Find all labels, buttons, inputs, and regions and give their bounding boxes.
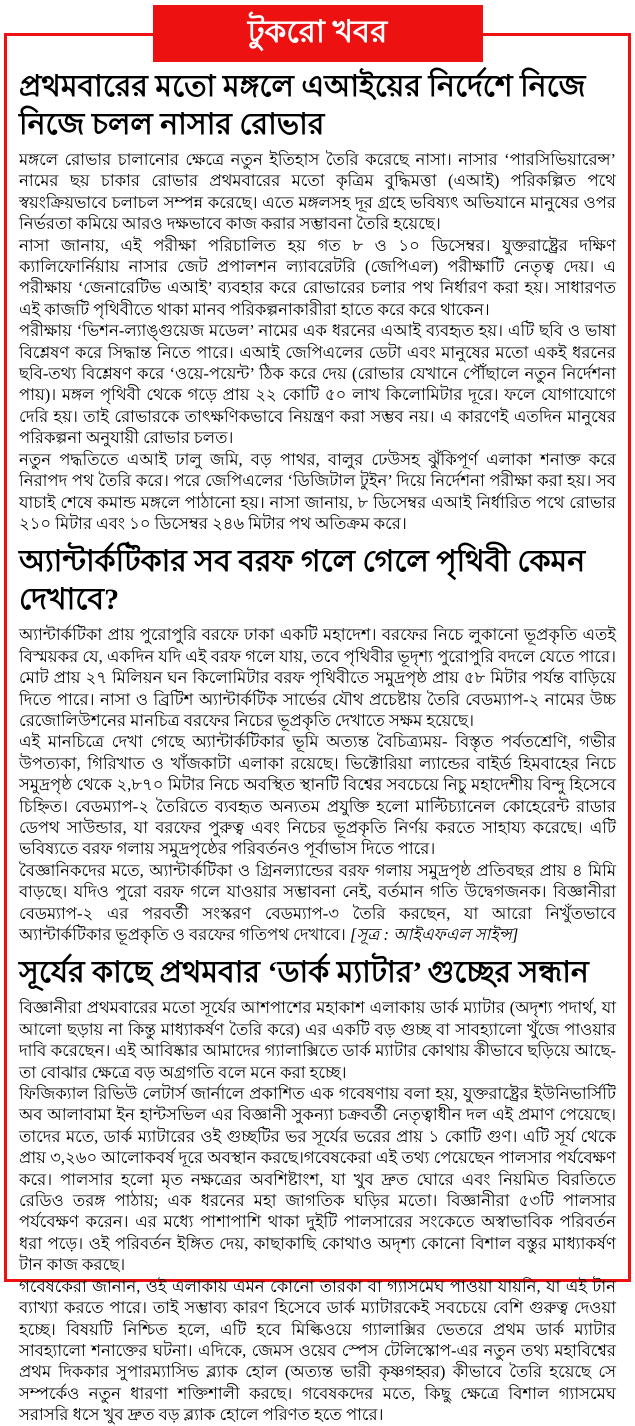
content-frame xyxy=(4,33,631,1425)
paragraph-text: বৈজ্ঞানিকদের মতে, অ্যান্টার্কটিকা ও গ্রিনল্যান্ডের বরফ গলায় সমুদ্রপৃষ্ঠ প্রতিবছর প্রায় ৪ মিমি বাড়ছে। যদিও পুরো বরফ গলে যাওয়ার সম্ভাবনা নেই, বর্তমান গতি উদ্বেগজনক। বিজ্ঞানীরা বেডম্যাপ-২ এর পরবর্তী সংস্করণ বেডম্যাপ-৩ তৈরি করছেন, যা আরো নিখুঁতভাবে অ্যান্টার্কটিকার ভূপ্রকৃতি ও বরফের গতিপথ দেখাবে। xyxy=(19,860,616,944)
article-nasa-rover xyxy=(19,68,616,534)
section-banner xyxy=(153,5,483,62)
article-paragraph: বিজ্ঞানীরা প্রথমবারের মতো সূর্যের আশপাশের মহাকাশ এলাকায় ডার্ক ম্যাটার (অদৃশ্য পদার্থ, যা আলো ছড়ায় না কিন্তু মাধ্যাকর্ষণ তৈরি করে) এর একটি বড় গুচ্ছ বা সাবহ্যালো খুঁজে পাওয়ার দাবি করেছেন। এই আবিষ্কার আমাদের গ্যালাক্সিতে ডার্ক ম্যাটার কোথায় কীভাবে ছড়িয়ে আছে- তা বোঝার ক্ষেত্রে বড় অগ্রগতি বলে মনে করা হচ্ছে। xyxy=(19,998,616,1082)
article-paragraph: পরীক্ষায় ‘ভিশন-ল্যাঙ্গুয়েজ মডেল’ নামের এক ধরনের এআই ব্যবহৃত হয়। এটি ছবি ও ভাষা বিশ্লেষণ করে সিদ্ধান্ত নিতে পারে। এআই জেপিএলের ডেটা এবং মানুষের মতো একই ধরনের ছবি-তথ্য বিশ্লেষণ করে ‘ওয়ে-পয়েন্ট’ ঠিক করে দেয় (রোভার যেখানে পৌঁছালে নতুন নির্দেশনা পায়)। মঙ্গল পৃথিবী থেকে গড়ে প্রায় ২২ কোটি ৫০ লাখ কিলোমিটার দূরে। ফলে যোগাযোগে দেরি হয়। তাই রোভারকে তাৎক্ষণিকভাবে নিয়ন্ত্রণ করা সম্ভব নয়। এ কারণেই এতদিন মানুষের পরিকল্পনা অনুযায়ী রোভার চলত। xyxy=(19,321,616,448)
article-paragraph: অ্যান্টার্কটিকা প্রায় পুরোপুরি বরফে ঢাকা একটি মহাদেশ। বরফের নিচে লুকানো ভূপ্রকৃতি এতই বিস্ময়কর যে, একদিন যদি এই বরফ গলে যায়, তবে পৃথিবীর ভূদৃশ্য পুরোপুরি বদলে যেতে পারে। মোট প্রায় ২৭ মিলিয়ন ঘন কিলোমিটার বরফ পৃথিবীতে সমুদ্রপৃষ্ঠ প্রায় ৫৮ মিটার পর্যন্ত বাড়িয়ে দিতে পারে। নাসা ও ব্রিটিশ অ্যান্টার্কটিক সার্ভের যৌথ প্রচেষ্টায় তৈরি বেডম্যাপ-২ নামের উচ্চ রেজোলিউশনের মানচিত্র বরফের নিচের ভূপ্রকৃতি দেখাতে সক্ষম হয়েছে। xyxy=(19,625,616,730)
article-headline: সূর্যের কাছে প্রথমবার ‘ডার্ক ম্যাটার’ গুচ্ছের সন্ধান xyxy=(19,956,589,990)
article-paragraph: এই মানচিত্রে দেখা গেছে অ্যান্টার্কটিকার ভূমি অত্যন্ত বৈচিত্র্যময়- বিস্তৃত পর্বতশ্রেণি, গভীর উপত্যকা, গিরিখাত ও খাঁজকাটা এলাকা রয়েছে। ভিক্টোরিয়া ল্যান্ডের বাইর্ড হিমবাহের নিচে সমুদ্রপৃষ্ঠ থেকে ২,৮৭০ মিটার নিচে অবস্থিত স্থানটি বিশ্বের সবচেয়ে নিচু মহাদেশীয় বিন্দু হিসেবে চিহ্নিত। বেডম্যাপ-২ তৈরিতে ব্যবহৃত অন্যতম প্রযুক্তি হলো মাল্টিচ্যানেল কোহেরেন্ট রাডার ডেপথ সাউন্ডার, যা বরফের পুরুত্ব এবং নিচের ভূপ্রকৃতি নির্ণয় করতে সাহায্য করেছে। এটি ভবিষ্যতে বরফ গলায় সমুদ্রপৃষ্ঠের পরিবর্তনও পূর্বাভাস দিতে পারে। xyxy=(19,732,616,859)
article-paragraph xyxy=(19,860,616,946)
article-paragraph: নতুন পদ্ধতিতে এআই ঢালু জমি, বড় পাথর, বালুর ঢেউসহ ঝুঁকিপূর্ণ এলাকা শনাক্ত করে নিরাপদ পথ তৈরি করে। পরে জেপিএলের ‘ডিজিটাল টুইন’ দিয়ে নির্দেশনা পরীক্ষা করা হয়। সব যাচাই শেষে কমান্ড মঙ্গলে পাঠানো হয়। নাসা জানায়, ৮ ডিসেম্বর এআই নির্ধারিত পথে রোভার ২১০ মিটার এবং ১০ ডিসেম্বর ২৪৬ মিটার পথ অতিক্রম করে। xyxy=(19,449,616,533)
article-paragraph: ফিজিক্যাল রিভিউ লেটার্স জার্নালে প্রকাশিত এক গবেষণায় বলা হয়, যুক্তরাষ্ট্রের ইউনিভার্সিটি অব আলাবামা ইন হান্টসভিল এর বিজ্ঞানী সুকন্যা চক্রবর্তী নেতৃত্বাধীন দল এই প্রমাণ পেয়েছে। তাদের মতে, ডার্ক ম্যাটারের ওই গুচ্ছটির ভর সূর্যের ভরের প্রায় ১ কোটি গুণ। এটি সূর্য থেকে প্রায় ৩,২৬০ আলোকবর্ষ দূরে অবস্থান করছে।গবেষকেরা এই তথ্য পেয়েছেন পালসার পর্যবেক্ষণ করে। পালসার হলো মৃত নক্ষত্রের অবশিষ্টাংশ, যা খুব দ্রুত ঘোরে এবং নিয়মিত বিরতিতে রেডিও তরঙ্গ পাঠায়; এক ধরনের মহা জাগতিক ঘড়ির মতো। বিজ্ঞানীরা ৫৩টি পালসার পর্যবেক্ষণ করেন। এর মধ্যে পাশাপাশি থাকা দুইটি পালসারের সংকেতে অস্বাভাবিক পরিবর্তন ধরা পড়ে। ওই পরিবর্তন ইঙ্গিত দেয়, কাছাকাছি কোথাও অদৃশ্য কোনো বিশাল বস্তুর মাধ্যাকর্ষণ টান কাজ করছে। xyxy=(19,1084,616,1275)
article-dark-matter xyxy=(19,954,616,1425)
article-headline: অ্যান্টার্কটিকার সব বরফ গলে গেলে পৃথিবী কেমন দেখাবে? xyxy=(19,545,586,617)
section-title: টুকরো খবর xyxy=(247,13,388,49)
article-headline: প্রথমবারের মতো মঙ্গলে এআইয়ের নির্দেশে নিজে নিজে চলল নাসার রোভার xyxy=(19,70,586,141)
article-paragraph: মঙ্গলে রোভার চালানোর ক্ষেত্রে নতুন ইতিহাস তৈরি করেছে নাসা। নাসার ‘পারসিভিয়ারেন্স’ নামের ছয় চাকার রোভার প্রথমবারের মতো কৃত্রিম বুদ্ধিমত্তা (এআই) পরিকল্পিত পথে স্বয়ংক্রিয়ভাবে চলাচল সম্পন্ন করেছে। এতে মঙ্গলসহ দূর গ্রহে ভবিষ্যৎ অভিযানে মানুষের ওপর নির্ভরতা কমিয়ে আরও দক্ষভাবে কাজ করার সম্ভাবনা তৈরি হয়েছে। xyxy=(19,150,616,234)
article-paragraph: নাসা জানায়, এই পরীক্ষা পরিচালিত হয় গত ৮ ও ১০ ডিসেম্বর। যুক্তরাষ্ট্রের দক্ষিণ ক্যালিফোর্নিয়ায় নাসার জেট প্রপালশন ল্যাবরেটরি (জেপিএল) পরীক্ষাটি নেতৃত্ব দেয়। এ পরীক্ষায় ‘জেনারেটিভ এআই’ ব্যবহার করে রোভারের চলার পথ নির্ধারণ করা হয়। সাধারণত এই কাজটি পৃথিবীতে থাকা মানব পরিকল্পনাকারীরা হাতে করে করে থাকেন। xyxy=(19,235,616,319)
source-note: [সূত্র : আইএফএল সাইন্স] xyxy=(349,925,519,944)
article-antarctica-ice xyxy=(19,543,616,945)
article-paragraph: গবেষকেরা জানান, ওই এলাকায় এমন কোনো তারকা বা গ্যাসমেঘ পাওয়া যায়নি, যা এই টান ব্যাখ্যা করতে পারে। তাই সম্ভাব্য কারণ হিসেবে ডার্ক ম্যাটারকেই সবচেয়ে বেশি গুরুত্ব দেওয়া হচ্ছে। বিষয়টি নিশ্চিত হলে, এটি হবে মিল্কিওয়ে গ্যালাক্সির ভেতরে প্রথম ডার্ক ম্যাটার সাবহ্যালো শনাক্তের ঘটনা। এদিকে, জেমস ওয়েব স্পেস টেলিস্কোপ-এর নতুন তথ্য মহাবিশ্বের প্রথম দিককার সুপারম্যাসিভ ব্ল্যাক হোল (অত্যন্ত ভারী কৃষ্ণগহ্বর) কীভাবে তৈরি হয়েছে সে সম্পর্কেও নতুন ধারণা শক্তিশালী করছে। গবেষকদের মতে, কিছু ক্ষেত্রে বিশাল গ্যাসমেঘ সরাসরি ধসে খুব দ্রুত বড় ব্ল্যাক হোলে পরিণত হতে পারে। xyxy=(19,1276,616,1425)
